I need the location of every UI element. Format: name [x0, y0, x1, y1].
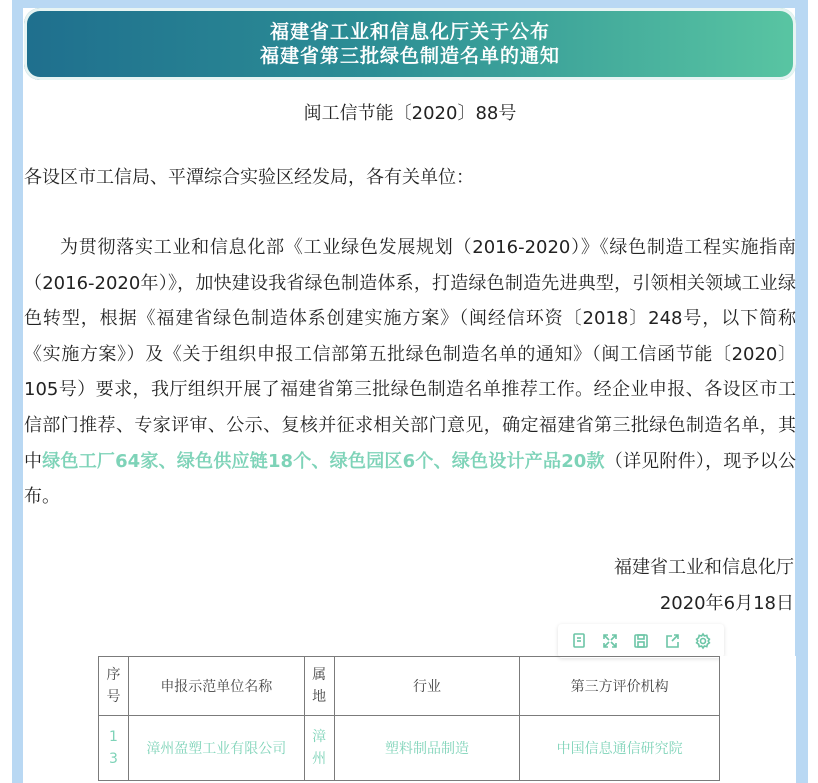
settings-icon[interactable]	[692, 630, 714, 652]
table-row	[99, 716, 720, 781]
copy-icon[interactable]	[568, 630, 590, 652]
share-icon[interactable]	[661, 630, 683, 652]
body-text-after: （详见附件），现予以公布。	[24, 450, 797, 508]
header-industry: 行业	[334, 657, 520, 716]
cell-serial-no: 13	[99, 716, 129, 781]
table-header-row	[99, 657, 720, 716]
header-agency: 第三方评价机构	[520, 657, 720, 716]
green-manufacturing-table	[98, 656, 720, 781]
title-line-1: 福建省工业和信息化厅关于公布	[269, 21, 550, 43]
header-unit-name: 申报示范单位名称	[128, 657, 304, 716]
editor-toolbar	[558, 624, 724, 658]
cell-region: 漳州	[304, 716, 334, 781]
title-line-2: 福建省第三批绿色制造名单的通知	[259, 45, 560, 67]
document-number: 闽工信节能〔2020〕88号	[303, 103, 517, 124]
body-text-before: 为贯彻落实工业和信息化部《工业绿色发展规划（2016-2020）》《绿色制造工程实施指南（2016-2020年）》，加快建设我省绿色制造体系，打造绿色制造先进典型，引领相关领域工业绿色转型，根据《福建省绿色制造体系创建实施方案》（闽经信环资〔2018〕248号，以下简称《实施方案》）及《关于组织申报工信部第五批绿色制造名单的通知》（闽工信函节能〔2020〕105号）要求，我厅组织开展了福建省第三批绿色制造名单推荐工作。经企业申报、各设区市工信部门推荐、专家评审、公示、复核并征求相关部门意见，确定福建省第三批绿色制造名单，其中	[24, 237, 796, 472]
body-paragraph	[24, 230, 796, 515]
issue-date: 2020年6月18日	[659, 593, 794, 614]
expand-icon[interactable]	[599, 630, 621, 652]
header-region: 属地	[304, 657, 334, 716]
body-highlight: 绿色工厂64家、绿色供应链18个、绿色园区6个、绿色设计产品20款	[42, 450, 605, 472]
cell-industry: 塑料制品制造	[334, 716, 520, 781]
save-icon[interactable]	[630, 630, 652, 652]
article-header	[24, 8, 796, 80]
header-serial-no: 序号	[99, 657, 129, 716]
signature: 福建省工业和信息化厅	[614, 557, 794, 578]
salutation: 各设区市工信局、平潭综合实验区经发局，各有关单位：	[24, 167, 474, 188]
table-edge-cover	[720, 656, 796, 783]
cell-unit-name: 漳州盈塑工业有限公司	[128, 716, 304, 781]
cell-agency: 中国信息通信研究院	[520, 716, 720, 781]
